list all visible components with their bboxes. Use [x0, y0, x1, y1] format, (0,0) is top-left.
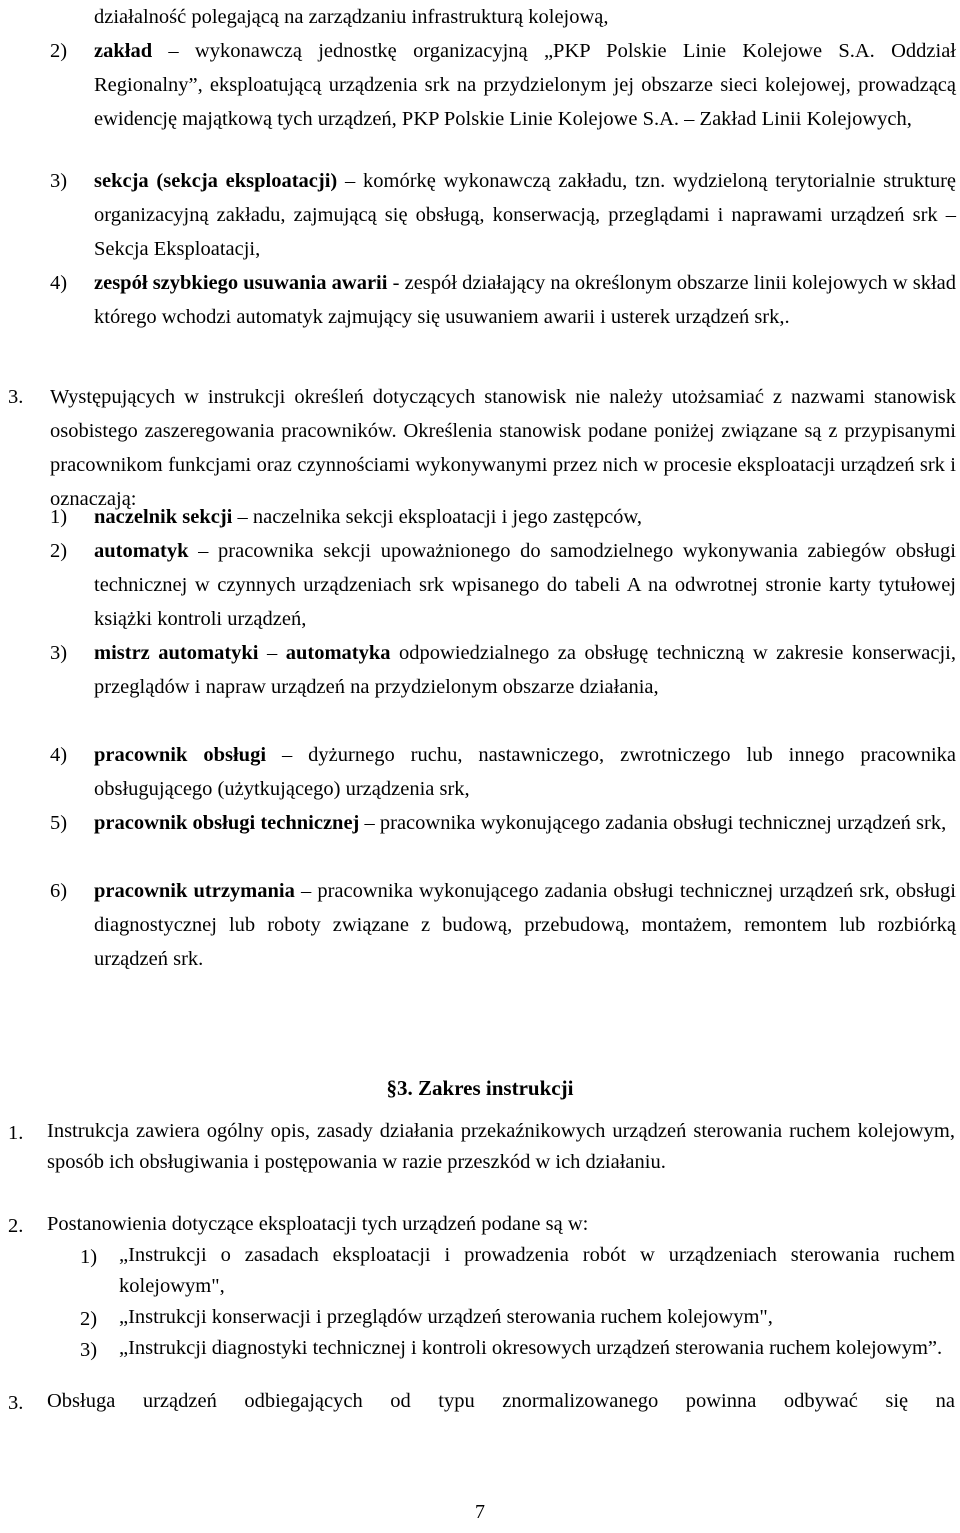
- def-number: 2): [50, 40, 68, 62]
- reference-text: „Instrukcji konserwacji i przeglądów urządzeń sterowania ruchem kolejowym",: [119, 1306, 773, 1328]
- role-item: [94, 500, 956, 534]
- page-number: 7: [475, 1501, 485, 1523]
- item-number: 2): [50, 540, 68, 562]
- role-item: [94, 534, 956, 636]
- role-text: – dyżurnego ruchu, nastawniczego, zwrotniczego lub innego pracownika obsługującego (użytkującego) urządzenia srk,: [94, 744, 956, 800]
- role-term: automatyk: [94, 540, 189, 562]
- role-term: pracownik utrzymania: [94, 880, 295, 902]
- scope-text: Postanowienia dotyczące eksploatacji tych urządzeń podane są w:: [47, 1213, 589, 1235]
- role-item: [94, 636, 956, 704]
- item-number: 4): [50, 744, 68, 766]
- role-text: – pracownika sekcji upoważnionego do samodzielnego wykonywania zabiegów obsługi technicznej w czynnych urządzeniach srk wpisanego do tabeli A na odwrotnej stronie karty tytułowej książki kontroli urządzeń,: [94, 540, 956, 630]
- reference-number: 3): [80, 1339, 98, 1361]
- role-item: [94, 806, 956, 840]
- reference-number: 2): [80, 1308, 98, 1330]
- scope-number: 1.: [8, 1122, 24, 1144]
- definition-text: – wykonawczą jednostkę organizacyjną „PKP Polskie Linie Kolejowe S.A. Oddział Regionalny”, eksploatującą urządzenia srk na przydzielonym jej obszarze sieci kolejowej, prowadzącą ewidencję majątkową tych urządzeń, PKP Polskie Linie Kolejowe S.A. – Zakład Linii Kolejowych,: [94, 40, 956, 130]
- role-text: – naczelnika sekcji eksploatacji i jego zastępców,: [232, 506, 643, 528]
- reference-item: [119, 1333, 955, 1364]
- reference-item: [119, 1240, 955, 1302]
- scope-number: 2.: [8, 1215, 24, 1237]
- role-item: [94, 874, 956, 976]
- reference-text: „Instrukcji o zasadach eksploatacji i prowadzenia robót w urządzeniach sterowania ruchem kolejowym",: [119, 1244, 955, 1297]
- role-text: – pracownika wykonującego zadania obsługi technicznej urządzeń srk, obsługi diagnostycznej lub roboty związane z budową, przebudową, montażem, remontem lub rozbiórką urządzeń srk.: [94, 880, 957, 970]
- continuation-line: działalność polegającą na zarządzaniu infrastrukturą kolejową,: [94, 6, 609, 28]
- scope-item: [47, 1386, 955, 1417]
- scope-number: 3.: [8, 1392, 24, 1414]
- role-separator: –: [258, 642, 286, 664]
- scope-text: Obsługa urządzeń odbiegających od typu znormalizowanego powinna odbywać się na: [47, 1390, 955, 1412]
- scope-item: [47, 1209, 955, 1240]
- role-term: mistrz automatyki: [94, 642, 259, 664]
- definition-item: [94, 34, 956, 136]
- def-number: 3): [50, 170, 68, 192]
- section-number: 3.: [8, 386, 24, 408]
- scope-text: Instrukcja zawiera ogólny opis, zasady działania przekaźnikowych urządzeń sterowania ruchem kolejowym, sposób ich obsługiwania i postępowania w razie przeszkód w ich działaniu.: [47, 1120, 955, 1173]
- definition-item: [94, 266, 956, 334]
- definition-term: zakład: [94, 40, 153, 62]
- reference-item: [119, 1302, 955, 1333]
- section-intro: [50, 380, 956, 516]
- role-item: [94, 738, 956, 806]
- continuation-text: [94, 0, 956, 34]
- def-number: 4): [50, 272, 68, 294]
- item-number: 6): [50, 880, 68, 902]
- definition-term: zespół szybkiego usuwania awarii: [94, 272, 388, 294]
- definition-text: – komórkę wykonawczą zakładu, tzn. wydzieloną terytorialnie strukturę organizacyjną zakładu, zajmującą się obsługą, konserwacją, przeglądami i naprawami urządzeń srk – Sekcja Eksploatacji,: [94, 170, 957, 260]
- role-term: naczelnik sekcji: [94, 506, 233, 528]
- section-heading: §3. Zakres instrukcji: [386, 1076, 574, 1100]
- role-term-secondary: automatyka: [285, 642, 391, 664]
- scope-item: [47, 1116, 955, 1178]
- reference-number: 1): [80, 1246, 98, 1268]
- item-number: 3): [50, 642, 68, 664]
- item-number: 1): [50, 506, 68, 528]
- item-number: 5): [50, 812, 68, 834]
- definition-term: sekcja (sekcja eksploatacji): [94, 170, 338, 192]
- role-text: odpowiedzialnego za obsługę techniczną w zakresie konserwacji, przeglądów i napraw urządzeń na przydzielonym obszarze działania,: [94, 642, 956, 698]
- reference-text: „Instrukcji diagnostyki technicznej i kontroli okresowych urządzeń sterowania ruchem kolejowym”.: [119, 1337, 943, 1359]
- role-text: – pracownika wykonującego zadania obsługi technicznej urządzeń srk,: [359, 812, 947, 834]
- definition-text: - zespół działający na określonym obszarze linii kolejowych w skład którego wchodzi automatyk zajmujący się usuwaniem awarii i usterek urządzeń srk,.: [94, 272, 957, 328]
- section-intro-text: Występujących w instrukcji określeń dotyczących stanowisk nie należy utożsamiać z nazwami stanowisk osobistego zaszeregowania pracowników. Określenia stanowisk podane poniżej związane są z przypisanymi pracownikom funkcjami oraz czynnościami wykonywanymi przez nich w procesie eksploatacji urządzeń srk i oznaczają:: [50, 386, 956, 510]
- role-term: pracownik obsługi technicznej: [94, 812, 360, 834]
- role-term: pracownik obsługi: [94, 744, 267, 766]
- definition-item: [94, 164, 956, 266]
